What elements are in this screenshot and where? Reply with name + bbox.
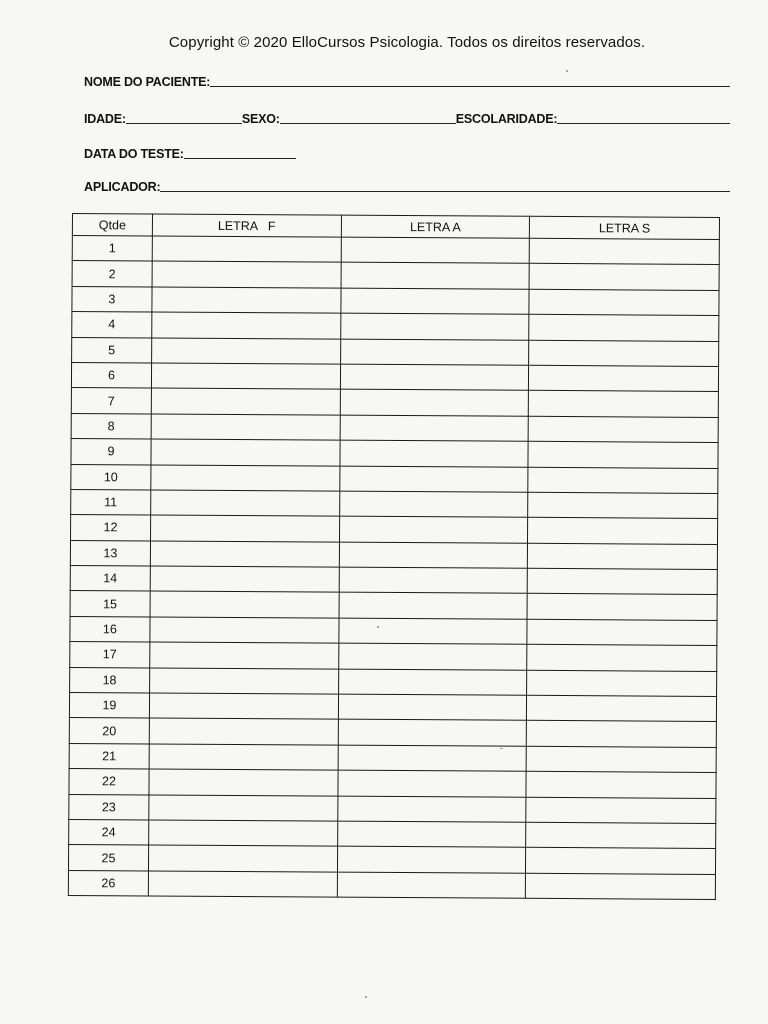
letra-f-cell[interactable] [152, 312, 341, 339]
table-row [69, 718, 716, 747]
letra-s-cell[interactable] [529, 238, 719, 265]
letra-a-cell[interactable] [340, 389, 529, 416]
letra-f-cell[interactable] [149, 668, 338, 695]
row-number: 22 [69, 769, 149, 795]
letra-f-cell[interactable] [149, 718, 338, 745]
table-row [69, 769, 716, 798]
letra-a-cell[interactable] [341, 288, 530, 315]
letra-a-cell[interactable] [338, 720, 527, 747]
letra-f-cell[interactable] [149, 795, 338, 822]
letra-s-cell[interactable] [526, 771, 716, 798]
letra-s-cell[interactable] [529, 314, 719, 341]
letra-f-cell[interactable] [150, 515, 339, 542]
letra-s-cell[interactable] [528, 441, 718, 468]
paper-speck [500, 748, 503, 749]
letra-f-cell[interactable] [149, 744, 338, 771]
header-qtde: Qtde [72, 214, 152, 236]
row-number: 14 [70, 566, 150, 592]
letra-f-cell[interactable] [151, 439, 340, 466]
table-row [71, 489, 718, 518]
table-row [70, 667, 717, 696]
letra-a-cell[interactable] [341, 237, 530, 264]
row-number: 23 [69, 794, 149, 820]
row-number: 8 [71, 413, 151, 439]
sex-line[interactable] [280, 111, 456, 124]
letra-a-cell[interactable] [339, 466, 528, 493]
row-number: 26 [68, 870, 148, 896]
table-row [68, 845, 715, 874]
letra-s-cell[interactable] [528, 492, 718, 519]
letra-s-cell[interactable] [526, 746, 716, 773]
paper-speck [377, 626, 379, 628]
row-number: 17 [70, 642, 150, 668]
copyright-notice: Copyright © 2020 ElloCursos Psicologia. Todos os direitos reservados. [168, 34, 646, 51]
table-row [70, 616, 717, 645]
table-row [69, 794, 716, 823]
row-number: 19 [69, 693, 149, 719]
table-row [72, 261, 719, 290]
letra-s-cell[interactable] [527, 568, 717, 595]
letra-f-cell[interactable] [149, 769, 338, 796]
letra-s-cell[interactable] [529, 340, 719, 367]
patient-name-line[interactable] [210, 74, 730, 87]
age-line[interactable] [126, 111, 242, 124]
table-row [71, 413, 718, 442]
table-row [71, 362, 718, 391]
letra-a-cell[interactable] [337, 796, 526, 823]
letra-f-cell[interactable] [150, 566, 339, 593]
letra-a-cell[interactable] [337, 847, 526, 874]
table-row [71, 464, 718, 493]
response-table [68, 213, 720, 900]
row-number: 16 [70, 616, 150, 642]
table-row [72, 286, 719, 315]
table-row [71, 515, 718, 544]
letra-a-cell[interactable] [339, 542, 528, 569]
row-number: 10 [71, 464, 151, 490]
letra-f-cell[interactable] [151, 414, 340, 441]
letra-f-cell[interactable] [150, 617, 339, 644]
letra-a-cell[interactable] [339, 491, 528, 518]
row-number: 15 [70, 591, 150, 617]
letra-a-cell[interactable] [339, 516, 528, 543]
letra-f-cell[interactable] [151, 465, 340, 492]
letra-a-cell[interactable] [340, 440, 529, 467]
row-number: 5 [72, 337, 152, 363]
letra-f-cell[interactable] [150, 642, 339, 669]
letra-s-cell[interactable] [527, 645, 717, 672]
table-row [71, 439, 718, 468]
table-row [68, 870, 715, 899]
row-number: 3 [72, 286, 152, 312]
test-date-label: DATA DO TESTE: [84, 147, 184, 161]
table-row [69, 693, 716, 722]
row-number: 24 [69, 819, 149, 845]
table-row [72, 236, 719, 265]
table-row [72, 312, 719, 341]
letra-a-cell[interactable] [337, 821, 526, 848]
letra-a-cell[interactable] [339, 593, 528, 620]
letra-s-cell[interactable] [526, 797, 716, 824]
table-row [70, 642, 717, 671]
letra-a-cell[interactable] [338, 669, 527, 696]
patient-name-row [84, 74, 730, 89]
letra-s-cell[interactable] [529, 264, 719, 291]
letra-f-cell[interactable] [150, 591, 339, 618]
letra-s-cell[interactable] [528, 518, 718, 545]
letra-f-cell[interactable] [148, 871, 337, 898]
letra-a-cell[interactable] [341, 263, 530, 290]
letra-s-cell[interactable] [527, 695, 717, 722]
row-number: 20 [69, 718, 149, 744]
letra-s-cell[interactable] [528, 467, 718, 494]
examiner-row [84, 179, 730, 194]
table-row [70, 591, 717, 620]
letra-f-cell[interactable] [150, 541, 339, 568]
test-date-line[interactable] [184, 146, 296, 159]
letra-a-cell[interactable] [339, 567, 528, 594]
row-number: 2 [72, 261, 152, 287]
letra-a-cell[interactable] [337, 872, 526, 899]
schooling-line[interactable] [557, 111, 730, 124]
letra-s-cell[interactable] [528, 416, 718, 443]
letra-s-cell[interactable] [527, 721, 717, 748]
demographics-row [84, 111, 730, 126]
letra-f-cell[interactable] [152, 236, 341, 263]
row-number: 11 [71, 489, 151, 515]
letra-f-cell[interactable] [151, 490, 340, 517]
row-number: 6 [71, 362, 151, 388]
table-row [72, 337, 719, 366]
header-letra-f: LETRA F [152, 214, 341, 237]
letra-a-cell[interactable] [338, 643, 527, 670]
letra-s-cell[interactable] [526, 848, 716, 875]
table-row [69, 819, 716, 848]
letra-f-cell[interactable] [151, 363, 340, 390]
letra-f-cell[interactable] [148, 845, 337, 872]
letra-a-cell[interactable] [340, 313, 529, 340]
letra-a-cell[interactable] [338, 745, 527, 772]
table-body [68, 236, 719, 900]
letra-a-cell[interactable] [340, 364, 529, 391]
age-label: IDADE: [84, 112, 126, 126]
letra-a-cell[interactable] [340, 339, 529, 366]
sex-label: SEXO: [241, 112, 280, 126]
letra-f-cell[interactable] [149, 693, 338, 720]
row-number: 12 [71, 515, 151, 541]
test-date-row [84, 146, 730, 161]
paper-speck [566, 70, 568, 72]
letra-f-cell[interactable] [152, 261, 341, 288]
examiner-label: APLICADOR: [84, 180, 161, 194]
row-number: 13 [70, 540, 150, 566]
row-number: 7 [71, 388, 151, 414]
row-number: 9 [71, 439, 151, 465]
letra-s-cell[interactable] [526, 873, 716, 900]
letra-a-cell[interactable] [338, 770, 527, 797]
row-number: 21 [69, 743, 149, 769]
letra-f-cell[interactable] [151, 388, 340, 415]
letra-s-cell[interactable] [529, 289, 719, 316]
header-letra-s: LETRA S [530, 216, 720, 239]
letra-s-cell[interactable] [527, 619, 717, 646]
table-row [69, 743, 716, 772]
table-row [70, 566, 717, 595]
letra-s-cell[interactable] [526, 822, 716, 849]
patient-name-label: NOME DO PACIENTE: [84, 75, 211, 89]
letra-a-cell[interactable] [338, 618, 527, 645]
letra-f-cell[interactable] [149, 820, 338, 847]
row-number: 25 [68, 845, 148, 871]
letra-s-cell[interactable] [528, 543, 718, 570]
row-number: 4 [72, 312, 152, 338]
row-number: 18 [70, 667, 150, 693]
letra-s-cell[interactable] [529, 365, 719, 392]
table-row [71, 388, 718, 417]
row-number: 1 [72, 236, 152, 262]
paper-speck [365, 996, 367, 998]
letra-f-cell[interactable] [152, 287, 341, 314]
schooling-label: ESCOLARIDADE: [455, 112, 558, 126]
header-letra-a: LETRA A [341, 215, 530, 238]
letra-f-cell[interactable] [151, 338, 340, 365]
examiner-line[interactable] [160, 179, 730, 192]
table-row [70, 540, 717, 569]
letra-a-cell[interactable] [340, 415, 529, 442]
letra-a-cell[interactable] [338, 694, 527, 721]
letra-s-cell[interactable] [527, 670, 717, 697]
letra-s-cell[interactable] [529, 391, 719, 418]
letra-s-cell[interactable] [527, 594, 717, 621]
